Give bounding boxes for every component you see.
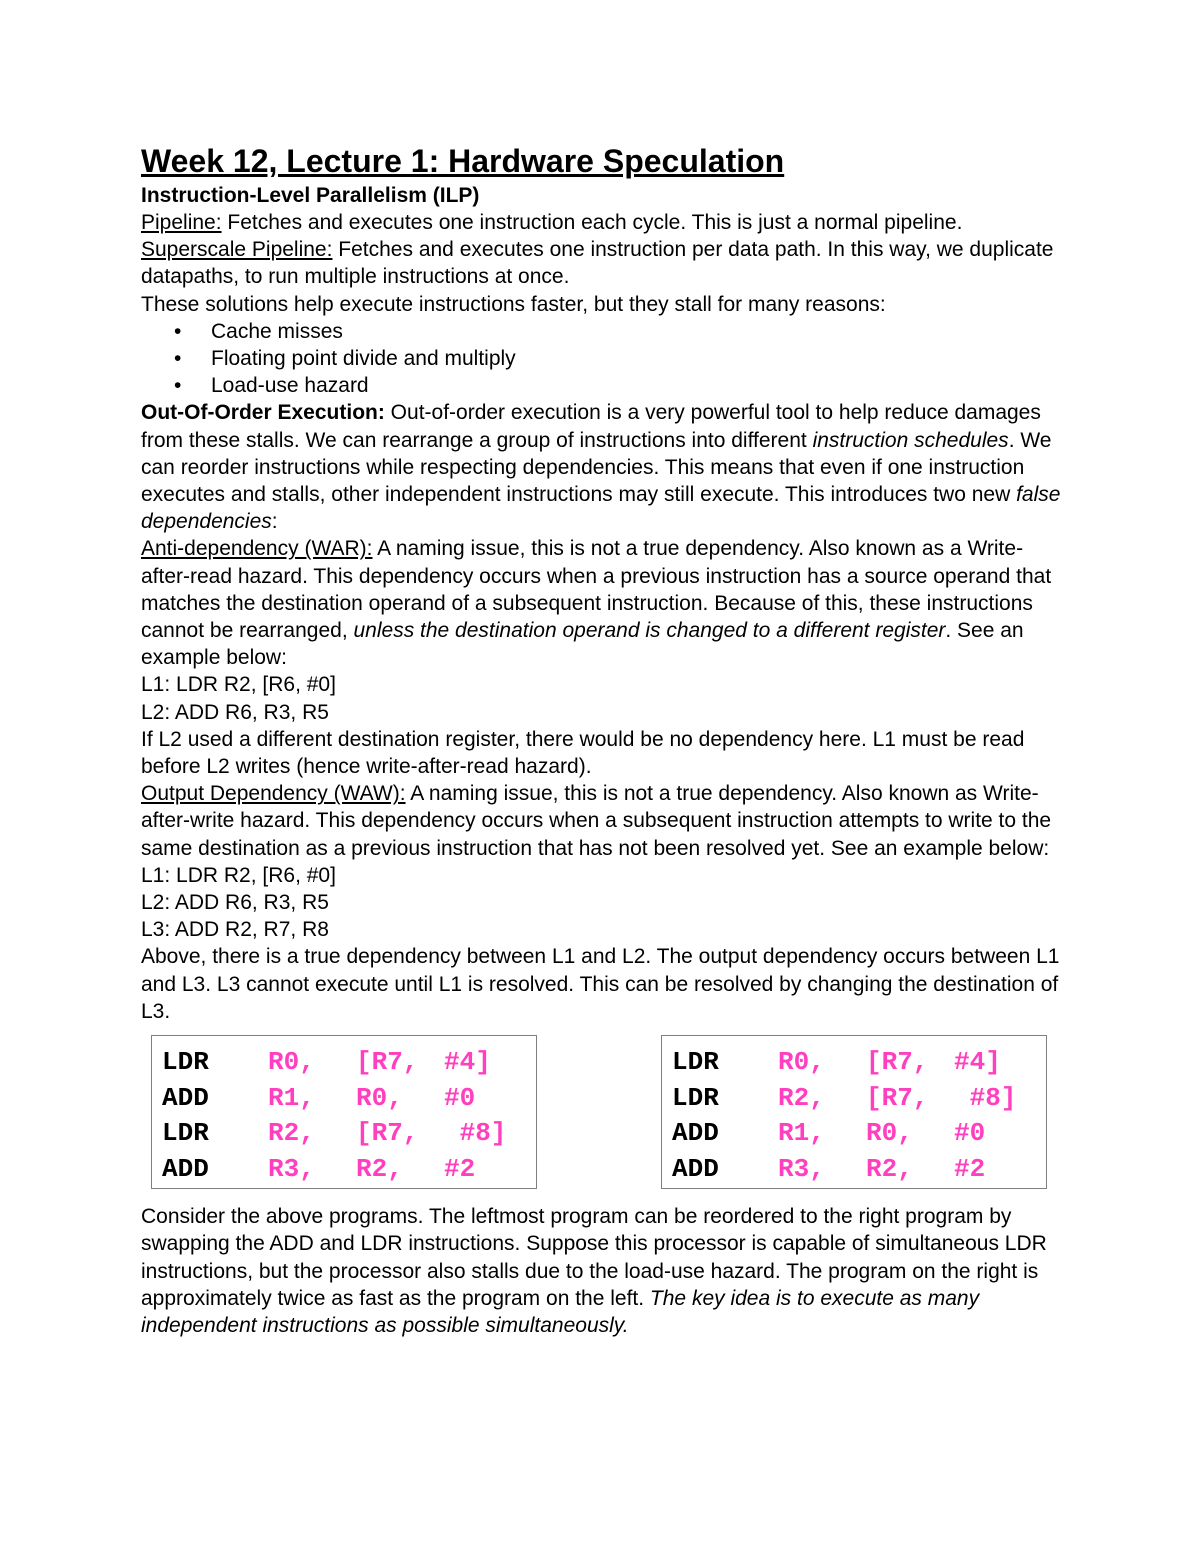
program-left-box <box>151 1035 537 1189</box>
ooo-paragraph: Out-Of-Order Execution: Out-of-order execution is a very powerful tool to help reduce damages from these stalls. We can rearrange a group of instructions into different instruction schedules. We can reorder instructions while respecting dependencies. This means that even if one instruction executes and stalls, other independent instructions may still execute. This introduces two new false dependencies: <box>141 401 1061 534</box>
waw-explanation: Above, there is a true dependency between L1 and L2. The output dependency occurs between L1 and L3. L3 cannot execute until L1 is resolved. This can be resolved by changing the destination of L3. <box>141 945 1060 1023</box>
list-item: • Load-use hazard <box>141 372 1066 399</box>
pipeline-term: Pipeline: <box>141 211 222 234</box>
code-line: LDR R0, [R7, #4] <box>162 1047 491 1078</box>
war-example-line: L2: ADD R6, R3, R5 <box>141 700 329 724</box>
waw-paragraph: Output Dependency (WAW): A naming issue, this is not a true dependency. Also known as Write-after-write hazard. This dependency occurs when a subsequent instruction attempts to write to the same destination as a previous instruction that has not been resolved yet. See an example below: <box>141 782 1052 860</box>
bullet-icon: • <box>174 374 182 398</box>
waw-term: Output Dependency (WAW): <box>141 782 406 806</box>
bullet-icon: • <box>174 347 182 371</box>
waw-example-line: L1: LDR R2, [R6, #0] <box>141 863 336 887</box>
code-line: LDR R2, [R7, #8] <box>162 1118 507 1149</box>
pipeline-text: Fetches and executes one instruction each cycle. This is just a normal pipeline. <box>221 211 963 234</box>
code-line: LDR R2, [R7, #8] <box>672 1082 1017 1113</box>
bullet-icon: • <box>174 319 182 343</box>
section-heading-ilp: Instruction-Level Parallelism (ILP) <box>141 184 480 207</box>
superscale-paragraph <box>141 236 1066 290</box>
stall-reasons-list <box>141 318 1066 400</box>
program-comparison <box>141 1029 1066 1201</box>
war-term: Anti-dependency (WAR): <box>141 537 373 561</box>
conclusion-paragraph: Consider the above programs. The leftmost program can be reordered to the right program by swapping the ADD and LDR instructions. Suppose this processor is capable of simultaneous LDR instructions, but the processor also stalls due to the load-use hazard. The program on the right is approximately twice as fast as the program on the left. The key idea is to execute as many independent instructions as possible simultaneously. <box>141 1205 1047 1337</box>
superscale-term: Superscale Pipeline: <box>141 238 333 262</box>
program-right-box <box>661 1035 1047 1189</box>
code-line: ADD R3, R2, #2 <box>672 1153 986 1184</box>
war-paragraph: Anti-dependency (WAR): A naming issue, this is not a true dependency. Also known as a Write-after-read hazard. This dependency occurs when a previous instruction has a source operand that matches the destination operand of a subsequent instruction. Because of this, these instructions cannot be rearranged, unless the destination operand is changed to a different register. See an example below: <box>141 537 1052 670</box>
ooo-term: Out-Of-Order Execution: <box>141 401 385 425</box>
code-line: ADD R1, R0, #0 <box>162 1082 476 1113</box>
waw-example-line: L2: ADD R6, R3, R5 <box>141 891 329 915</box>
pipeline-paragraph <box>141 209 1066 236</box>
list-item: • Cache misses <box>141 318 1066 345</box>
stall-intro: These solutions help execute instructions faster, but they stall for many reasons: <box>141 292 886 316</box>
list-item: • Floating point divide and multiply <box>141 345 1066 372</box>
code-line: LDR R0, [R7, #4] <box>672 1047 1001 1078</box>
waw-example-line: L3: ADD R2, R7, R8 <box>141 918 329 942</box>
war-explanation: If L2 used a different destination register, there would be no dependency here. L1 must be read before L2 writes (hence write-after-read hazard). <box>141 727 1025 779</box>
page-title: Week 12, Lecture 1: Hardware Speculation <box>141 143 785 179</box>
code-line: ADD R1, R0, #0 <box>672 1118 986 1149</box>
code-line: ADD R3, R2, #2 <box>162 1153 476 1184</box>
superscale-text: Fetches and executes one instruction per data path. In this way, we duplicate datapaths, to run multiple instructions at once. <box>141 238 1054 289</box>
document-page <box>141 140 1066 1339</box>
war-example-line: L1: LDR R2, [R6, #0] <box>141 673 336 697</box>
